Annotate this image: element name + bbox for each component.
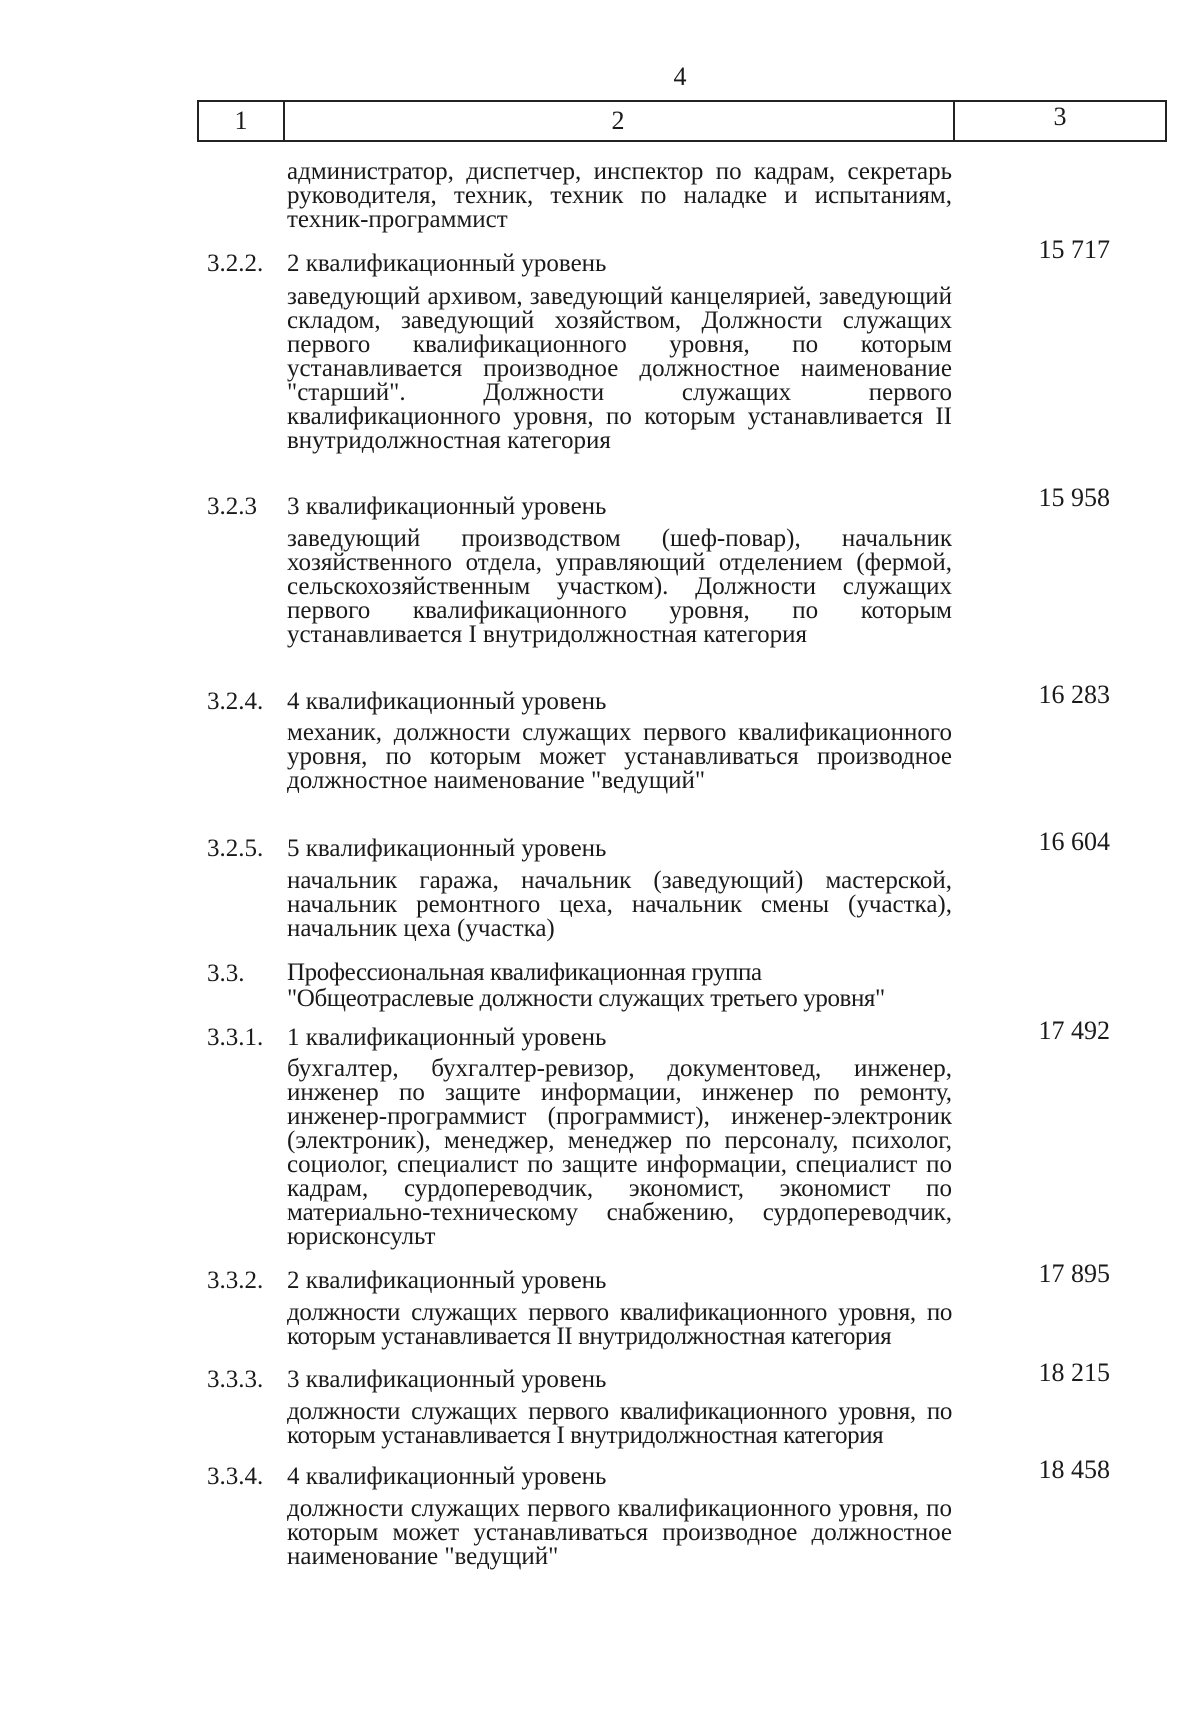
- row-description: бухгалтер, бухгалтер-ревизор, документовед, инженер, инженер по защите информации, инженер по ремонту, инженер-программист (программист), инженер-электроник (электроник), менеджер, менеджер по персоналу, психолог, социолог, специалист по защите информации, специалист по кадрам, сурдопереводчик, экономист, экономист по материально-техническому снабжению, сурдопереводчик, юрисконсульт: [287, 1055, 952, 1250]
- page-number: 4: [673, 62, 687, 91]
- row-title: 1 квалификационный уровень: [287, 1024, 607, 1051]
- row-title: 4 квалификационный уровень: [287, 688, 607, 715]
- row-title: 3 квалификационный уровень: [287, 493, 607, 520]
- row-number: 3.3.1.: [207, 1024, 264, 1051]
- row-salary: 17 895: [1038, 1259, 1110, 1288]
- row-description: должности служащих первого квалификационного уровня, по которым устанавливается II внутридолжностная категория: [287, 1299, 952, 1350]
- row-salary: 17 492: [1038, 1016, 1110, 1045]
- row-description: заведующий производством (шеф-повар), начальник хозяйственного отдела, управляющий отделением (фермой, сельскохозяйственным участком). Должности служащих первого квалификационного уровня, по которым устанавливается I внутридолжностная категория: [287, 525, 952, 648]
- row-number: 3.2.5.: [207, 835, 264, 862]
- row-number: 3.2.4.: [207, 688, 264, 715]
- row-number: 3.2.3: [207, 493, 257, 520]
- table-header: [197, 100, 1167, 142]
- row-salary: 18 458: [1038, 1455, 1110, 1484]
- row-title: 2 квалификационный уровень: [287, 1267, 607, 1294]
- header-col-2: 2: [283, 102, 955, 140]
- row-salary: 15 717: [1038, 235, 1110, 264]
- row-number: 3.3.3.: [207, 1366, 264, 1393]
- row-salary: 15 958: [1038, 483, 1110, 512]
- row-number: 3.3.4.: [207, 1463, 264, 1490]
- row-title: 3 квалификационный уровень: [287, 1366, 607, 1393]
- row-description: должности служащих первого квалификационного уровня, по которым устанавливается I внутридолжностная категория: [287, 1398, 952, 1449]
- row-description: механик, должности служащих первого квалификационного уровня, по которым может устанавливаться производное должностное наименование "ведущий": [287, 719, 952, 794]
- row-title: 4 квалификационный уровень: [287, 1463, 607, 1490]
- group-number: 3.3.: [207, 960, 245, 987]
- row-salary: 18 215: [1038, 1358, 1110, 1387]
- row-description: должности служащих первого квалификационного уровня, по которым может устанавливаться производное должностное наименование "ведущий": [287, 1495, 952, 1570]
- row-description: начальник гаража, начальник (заведующий) мастерской, начальник ремонтного цеха, начальник смены (участка), начальник цеха (участка): [287, 867, 952, 942]
- intro-positions: администратор, диспетчер, инспектор по кадрам, секретарь руководителя, техник, техник по наладке и испытаниям, техник-программист: [287, 158, 952, 233]
- row-title: 5 квалификационный уровень: [287, 835, 607, 862]
- row-title: 2 квалификационный уровень: [287, 250, 607, 277]
- group-title: Профессиональная квалификационная группа "Общеотраслевые должности служащих третьего уровня": [287, 959, 885, 1012]
- row-number: 3.2.2.: [207, 250, 264, 277]
- row-salary: 16 283: [1038, 680, 1110, 709]
- row-description: заведующий архивом, заведующий канцелярией, заведующий складом, заведующий хозяйством, Должности служащих первого квалификационного уровня, по которым устанавливается производное должностное наименование "старший". Должности служащих первого квалификационного уровня, по которым устанавливается II внутридолжностная категория: [287, 283, 952, 454]
- header-col-1: 1: [199, 102, 285, 140]
- row-salary: 16 604: [1038, 827, 1110, 856]
- row-number: 3.3.2.: [207, 1267, 264, 1294]
- header-col-3: 3: [1053, 102, 1067, 131]
